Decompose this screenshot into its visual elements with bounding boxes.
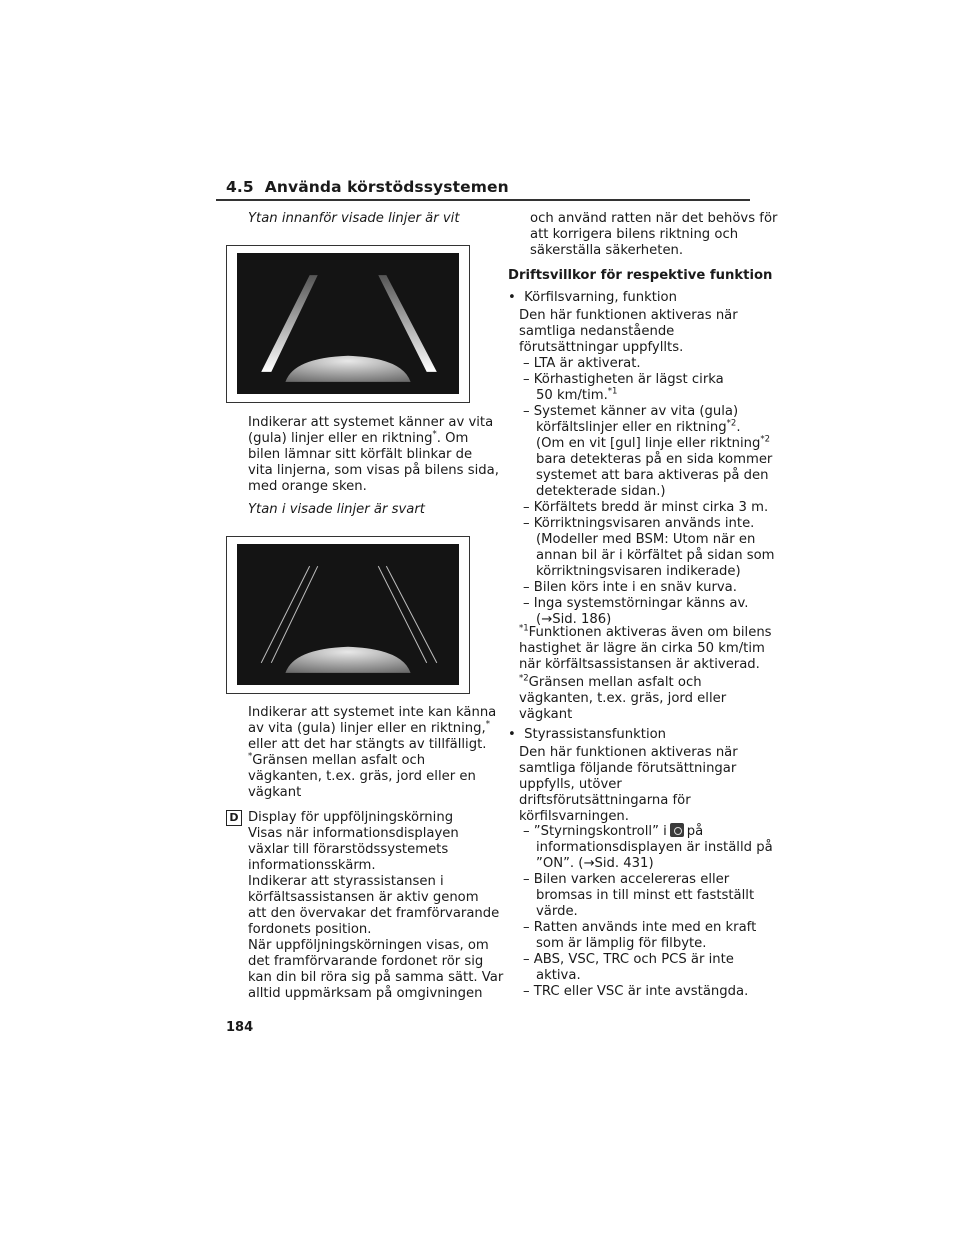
text-line: det framförvarande fordonet rör sig: [248, 954, 484, 969]
bullet-dot: •: [508, 727, 525, 742]
text-line: vägkant: [248, 785, 302, 800]
condition-item: bara detekteras på en sida kommer: [536, 452, 773, 467]
figure-caption-1: Ytan innanför visade linjer är vit: [248, 211, 460, 226]
paragraph-follow-display: [248, 810, 503, 1002]
lane-lines-outline-graphic: [237, 544, 459, 685]
text-line: vita linjerna, som visas på bilens sida,: [248, 463, 499, 478]
condition-item: – Systemet känner av vita (gula): [523, 404, 739, 419]
text-line: informationsskärm.: [248, 858, 376, 873]
paragraph-lines-detected: [248, 415, 499, 495]
item-letter-d: D: [226, 810, 242, 826]
text-line: fordonets position.: [248, 922, 372, 937]
text-line: driftsförutsättningarna för: [519, 793, 691, 808]
condition-item: – ”Styrningskontroll” i på: [523, 824, 704, 839]
condition-item: (Modeller med BSM: Utom när en: [536, 532, 756, 547]
condition-item: – TRC eller VSC är inte avstängda.: [523, 984, 749, 999]
page-reference-link[interactable]: (→Sid. 186): [536, 612, 612, 627]
condition-item: (Om en vit [gul] linje eller riktning$^{*2}$: [536, 434, 771, 451]
page-number: 184: [226, 1020, 254, 1035]
steering-assist-intro: [519, 745, 738, 825]
condition-item: – Körhastigheten är lägst cirka: [523, 372, 724, 387]
condition-item: som är lämplig för filbyte.: [536, 936, 707, 951]
condition-item: detekterade sidan.): [536, 484, 666, 499]
text-line: körfältsassistansen är aktiv genom: [248, 890, 479, 905]
text-line: Indikerar att systemet känner av vita: [248, 415, 494, 430]
footnote-1: [519, 625, 772, 673]
section-name: Använda körstödssystemen: [264, 178, 509, 196]
condition-item: annan bil är i körfältet på sidan som: [536, 548, 775, 563]
text-line: Display för uppföljningskörning: [248, 810, 454, 825]
header-rule: [216, 199, 750, 201]
bullet-label: Körfilsvarning, funktion: [524, 290, 677, 305]
text-line: Visas när informationsdisplayen: [248, 826, 459, 841]
text-line: när körfältsassistansen är aktiverad.: [519, 657, 760, 672]
condition-item: aktiva.: [536, 968, 581, 983]
text-line: När uppföljningskörningen visas, om: [248, 938, 489, 953]
figure-caption-2: Ytan i visade linjer är svart: [248, 502, 425, 517]
condition-item: bromsas in till minst ett fastställt: [536, 888, 755, 903]
bullet-label: Styrassistansfunktion: [524, 727, 667, 742]
steering-assist-conditions: [523, 823, 773, 1000]
lane-display-screen: [237, 253, 459, 394]
text-line: vägkanten, t.ex. gräs, jord eller en: [248, 769, 476, 784]
condition-item: systemet att bara aktiveras på den: [536, 468, 769, 483]
text-line: med orange sken.: [248, 479, 367, 494]
text-line: Indikerar att systemet inte kan känna: [248, 705, 497, 720]
text-line: (gula) linjer eller en riktning*. Om: [248, 429, 469, 446]
text-line: och använd ratten när det behövs för: [530, 211, 778, 226]
condition-item: körriktningsvisaren indikerade): [536, 564, 741, 579]
text-line: vägkanten, t.ex. gräs, jord eller: [519, 691, 727, 706]
condition-item: informationsdisplayen är inställd på: [536, 840, 773, 855]
text-line: kan din bil röra sig på samma sätt. Var: [248, 970, 504, 985]
condition-item: värde.: [536, 904, 578, 919]
text-line: samtliga nedanstående: [519, 324, 675, 339]
condition-item: ”ON”. (→Sid. 431): [536, 856, 654, 871]
condition-item: körfältslinjer eller en riktning$^{*2}$.: [536, 418, 741, 435]
condition-item: – Bilen varken accelereras eller: [523, 872, 730, 887]
lane-display-figure-white: [226, 245, 470, 403]
paragraph-lines-not-detected: [248, 705, 496, 801]
condition-item: – Körriktningsvisaren används inte.: [523, 516, 755, 531]
text-line: eller att det har stängts av tillfälligt.: [248, 737, 487, 752]
text-line: $^{*1}$Funktionen aktiveras även om bilens: [519, 623, 772, 640]
bullet-steering-assist: [508, 727, 666, 743]
condition-item: – ABS, VSC, TRC och PCS är inte: [523, 952, 734, 967]
text-line: av vita (gula) linjer eller en riktning,*: [248, 719, 490, 736]
text-line: bilen lämnar sitt körfält blinkar de: [248, 447, 473, 462]
settings-icon: [670, 823, 684, 837]
text-line: alltid uppmärksam på omgivningen: [248, 986, 483, 1001]
text-line: Den här funktionen aktiveras när: [519, 308, 738, 323]
condition-item: – Körfältets bredd är minst cirka 3 m.: [523, 500, 769, 515]
operating-conditions-heading: Driftsvillkor för respektive funktion: [508, 268, 773, 283]
lane-departure-intro: [519, 308, 738, 356]
text-line: vägkant: [519, 707, 573, 722]
text-line: $^{*2}$Gränsen mellan asfalt och: [519, 673, 702, 690]
text-line: att den övervakar det framförvarande: [248, 906, 500, 921]
lane-display-screen: [237, 544, 459, 685]
condition-item: 50 km/tim.$^{*1}$: [536, 386, 618, 403]
text-line: Den här funktionen aktiveras när: [519, 745, 738, 760]
lane-departure-conditions: [523, 356, 775, 628]
text-line: Indikerar att styrassistansen i: [248, 874, 444, 889]
condition-item: – Ratten används inte med en kraft: [523, 920, 757, 935]
condition-item: – LTA är aktiverat.: [523, 356, 641, 371]
text-line: växlar till förarstödssystemets: [248, 842, 449, 857]
text-line: säkerställa säkerheten.: [530, 243, 684, 258]
condition-item: – Inga systemstörningar känns av.: [523, 596, 749, 611]
section-number: 4.5: [226, 178, 254, 196]
lane-display-figure-black: [226, 536, 470, 694]
text-line: samtliga följande förutsättningar: [519, 761, 737, 776]
lane-lines-white-graphic: [237, 253, 459, 394]
paragraph-continuation: [530, 211, 777, 259]
footnote-2: [519, 675, 726, 723]
text-line: hastighet är lägre än cirka 50 km/tim: [519, 641, 765, 656]
text-line: *Gränsen mellan asfalt och: [248, 751, 426, 768]
text-line: uppfylls, utöver: [519, 777, 622, 792]
bullet-dot: •: [508, 290, 525, 305]
text-line: förutsättningar uppfyllts.: [519, 340, 684, 355]
text-line: körfilsvarningen.: [519, 809, 629, 824]
section-title: [226, 178, 509, 196]
bullet-lane-departure: [508, 290, 677, 306]
text-line: att korrigera bilens riktning och: [530, 227, 739, 242]
condition-item: – Bilen körs inte i en snäv kurva.: [523, 580, 737, 595]
